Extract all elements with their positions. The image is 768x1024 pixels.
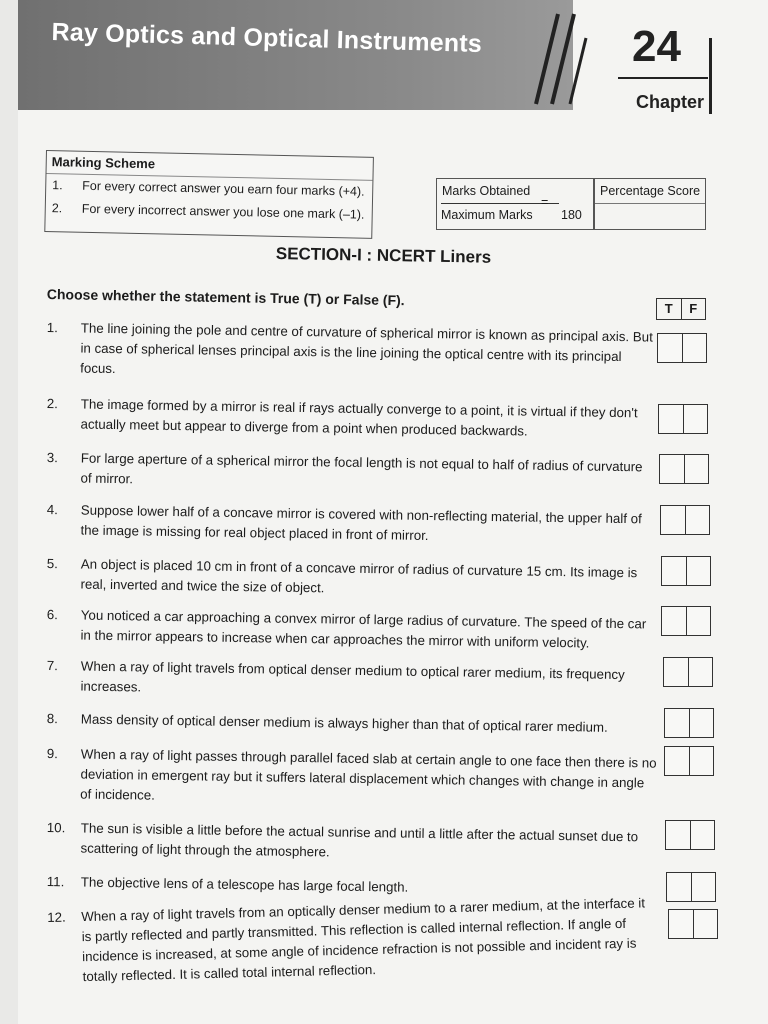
true-checkbox[interactable] bbox=[660, 455, 685, 483]
false-header: F bbox=[689, 301, 698, 316]
true-false-answer-box[interactable] bbox=[664, 708, 714, 738]
question-text: An object is placed 10 cm in front of a concave mirror of radius of curvature 15 cm. Its image is real, inverted and twice the size of object. bbox=[80, 556, 638, 596]
question-text: You noticed a car approaching a convex mirror of large radius of curvature. The speed of the car in the mirror appears to increase when car approaches the mirror with uniform velocity. bbox=[80, 607, 647, 651]
chapter-label: Chapter bbox=[636, 92, 705, 112]
question-number: 12. bbox=[47, 909, 66, 925]
true-false-answer-box[interactable] bbox=[668, 909, 718, 939]
maximum-marks-value: 180 bbox=[561, 208, 582, 222]
question-number: 10. bbox=[46, 819, 66, 836]
marks-obtained-label: Marks Obtained bbox=[442, 184, 531, 198]
question-text: Suppose lower half of a concave mirror is covered with non-reflecting material, the upper half of the image is missing for real object placed in front of mirror. bbox=[80, 502, 642, 543]
question-number: 11. bbox=[46, 873, 65, 890]
true-checkbox[interactable] bbox=[661, 506, 686, 534]
true-header: T bbox=[657, 299, 682, 319]
marking-rule-text: For every correct answer you earn four marks (+4). bbox=[82, 178, 365, 199]
question-number: 1. bbox=[46, 319, 59, 336]
true-checkbox[interactable] bbox=[665, 747, 690, 775]
question-text: The sun is visible a little before the actual sunrise and until a little after the actual sunset due to scattering of light through the atmosphere. bbox=[80, 820, 639, 860]
true-checkbox[interactable] bbox=[667, 873, 692, 901]
maximum-marks-label: Maximum Marks bbox=[441, 208, 533, 222]
question-number: 6. bbox=[46, 606, 59, 623]
question-text: The objective lens of a telescope has large focal length. bbox=[80, 874, 409, 895]
true-checkbox[interactable] bbox=[669, 910, 694, 938]
false-checkbox[interactable] bbox=[690, 747, 714, 775]
true-false-answer-box[interactable] bbox=[664, 746, 714, 776]
true-false-answer-box[interactable] bbox=[657, 333, 707, 363]
true-false-answer-box[interactable] bbox=[665, 820, 715, 850]
question-text: The line joining the pole and centre of curvature of spherical mirror is known as principal axis. But in case of spherical lenses principal axis is the line joining the optical centre with its principal focus. bbox=[80, 320, 653, 377]
false-checkbox[interactable] bbox=[686, 506, 710, 534]
true-checkbox[interactable] bbox=[662, 607, 687, 635]
question-number: 2. bbox=[46, 395, 59, 412]
chapter-title: Ray Optics and Optical Instruments bbox=[51, 18, 483, 59]
true-false-answer-box[interactable] bbox=[661, 606, 711, 636]
true-false-answer-box[interactable] bbox=[660, 505, 710, 535]
false-checkbox[interactable] bbox=[684, 405, 708, 433]
question-text: For large aperture of a spherical mirror the focal length is not equal to half of radius of curvature of mirror. bbox=[80, 450, 643, 487]
false-checkbox[interactable] bbox=[689, 658, 713, 686]
marking-rule-1 bbox=[52, 178, 365, 199]
question-number: 4. bbox=[46, 501, 59, 518]
question-number: 8. bbox=[46, 710, 59, 727]
double-slash-icon bbox=[528, 8, 588, 108]
section-title: SECTION-I : NCERT Liners bbox=[275, 244, 492, 267]
percentage-score-line bbox=[595, 203, 705, 204]
equals-sign: = bbox=[541, 195, 549, 209]
false-checkbox[interactable] bbox=[690, 709, 714, 737]
true-checkbox[interactable] bbox=[662, 557, 687, 585]
chapter-banner bbox=[18, 0, 573, 110]
false-checkbox[interactable] bbox=[694, 910, 718, 938]
question-text: When a ray of light passes through parallel faced slab at certain angle to one face then there is no deviation in emergent ray but it suffers lateral displacement which changes with change in angle of incidence. bbox=[80, 746, 657, 803]
percentage-score-box bbox=[594, 178, 706, 230]
true-checkbox[interactable] bbox=[664, 658, 689, 686]
false-checkbox[interactable] bbox=[687, 607, 711, 635]
question-text: When a ray of light travels from optical denser medium to optical rarer medium, its frequency increases. bbox=[80, 658, 625, 695]
question-text: When a ray of light travels from an optically denser medium to a rarer medium, at the interface it is partly reflected and partly transmitted. This reflection is called internal reflection. If angle of incidence is increased, at some angle of incidence refraction is not possible and incident ray is totally reflected. It is called total internal reflection. bbox=[81, 895, 646, 985]
true-false-header bbox=[656, 298, 706, 320]
percentage-score-label: Percentage Score bbox=[600, 184, 701, 198]
false-checkbox[interactable] bbox=[687, 557, 711, 585]
marking-scheme-box bbox=[44, 150, 374, 239]
chapter-rule bbox=[618, 77, 708, 79]
instruction-text: Choose whether the statement is True (T) or False (F). bbox=[46, 286, 405, 309]
marking-rule-number: 1. bbox=[52, 178, 63, 193]
false-checkbox[interactable] bbox=[685, 455, 709, 483]
chapter-number: 24 bbox=[632, 22, 681, 71]
false-checkbox[interactable] bbox=[692, 873, 716, 901]
false-checkbox[interactable] bbox=[683, 334, 707, 362]
chapter-side-bar bbox=[709, 38, 712, 114]
question-text: Mass density of optical denser medium is always higher than that of optical rarer medium. bbox=[80, 711, 608, 735]
true-false-answer-box[interactable] bbox=[661, 556, 711, 586]
true-false-answer-box[interactable] bbox=[659, 454, 709, 484]
true-false-answer-box[interactable] bbox=[658, 404, 708, 434]
true-false-answer-box[interactable] bbox=[666, 872, 716, 902]
marking-scheme-heading: Marking Scheme bbox=[51, 154, 156, 172]
question-number: 3. bbox=[46, 449, 59, 466]
question-text: The image formed by a mirror is real if rays actually converge to a point, it is virtual if they don't actually meet but appear to diverge from a point when produced backwards. bbox=[80, 396, 638, 439]
marking-rule-text: For every incorrect answer you lose one mark (–1). bbox=[81, 201, 365, 222]
true-checkbox[interactable] bbox=[665, 709, 690, 737]
marks-obtained-box bbox=[436, 178, 594, 230]
marking-rule-number: 2. bbox=[51, 201, 63, 216]
true-checkbox[interactable] bbox=[659, 405, 684, 433]
question-number: 5. bbox=[46, 555, 59, 572]
question-number: 7. bbox=[46, 657, 59, 674]
true-checkbox[interactable] bbox=[666, 821, 691, 849]
marking-rule-2 bbox=[52, 201, 365, 222]
true-false-answer-box[interactable] bbox=[663, 657, 713, 687]
true-checkbox[interactable] bbox=[658, 334, 683, 362]
false-checkbox[interactable] bbox=[691, 821, 715, 849]
question-number: 9. bbox=[46, 745, 59, 762]
